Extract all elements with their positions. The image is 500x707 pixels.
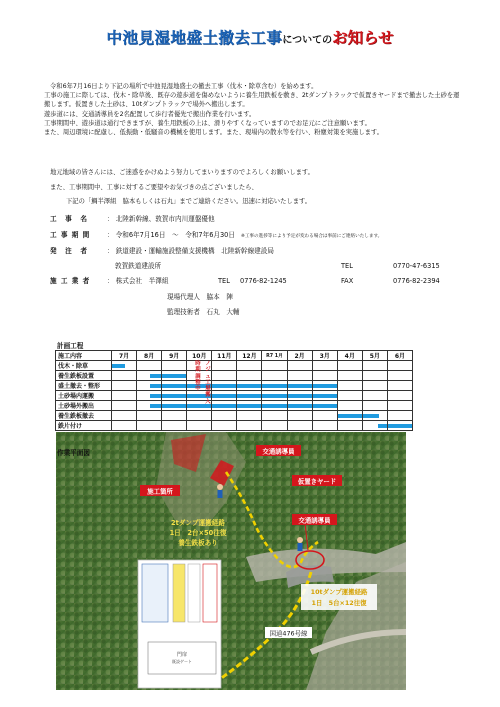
schedule-bar	[150, 394, 162, 399]
task-name: 土砂場内運搬	[56, 391, 112, 401]
schedule-cell	[262, 361, 287, 371]
schedule-cell	[387, 411, 412, 421]
banner-red	[203, 564, 217, 622]
schedule-cell	[212, 421, 237, 431]
schedule-cell	[312, 381, 337, 391]
schedule-cell	[387, 361, 412, 371]
schedule-row	[56, 361, 413, 371]
schedule-cell	[262, 391, 287, 401]
closing-line-1: 地元地域の皆さんには、ご迷惑をかけぬよう努力してまいりますのでよろしくお願いします。	[50, 169, 314, 176]
schedule-cell	[262, 411, 287, 421]
schedule-cell	[312, 361, 337, 371]
month-header: 8月	[137, 351, 162, 361]
schedule-cell	[387, 371, 412, 381]
contractor-fax: 0776-82-2394	[393, 277, 440, 285]
schedule-cell	[262, 381, 287, 391]
schedule-bar	[262, 394, 287, 399]
period-value: ： 令和6年7月16日 ～ 令和7年6月30日	[107, 231, 235, 239]
contractor-label: 施 工 業 者	[50, 277, 91, 285]
schedule-cell	[362, 401, 387, 411]
schedule-cell	[362, 361, 387, 371]
schedule-note-b: ノジュ工場搬入	[205, 361, 211, 405]
contractor-tel: 0776-82-1245	[240, 277, 287, 285]
schedule-cell	[312, 401, 337, 411]
schedule-cell	[287, 371, 312, 381]
name-label: 工 事 名	[50, 215, 88, 223]
schedule-cell	[162, 371, 187, 381]
schedule-cell	[162, 411, 187, 421]
schedule-row	[56, 401, 413, 411]
page-title	[0, 26, 500, 48]
task-name: 養生鉄板設置	[56, 371, 112, 381]
month-header: 4月	[337, 351, 362, 361]
schedule-cell	[137, 421, 162, 431]
schedule-bar	[388, 424, 413, 429]
guard-icon	[298, 543, 303, 551]
schedule-bar	[338, 414, 363, 419]
schedule-cell	[362, 421, 387, 431]
schedule-bar	[237, 394, 262, 399]
period-label: 工 事 期 間	[50, 231, 91, 239]
schedule-bar	[112, 364, 125, 369]
month-header: 3月	[312, 351, 337, 361]
schedule-cell	[337, 411, 362, 421]
schedule-bar	[150, 404, 162, 409]
schedule-bar	[313, 404, 338, 409]
month-header: 5月	[362, 351, 387, 361]
schedule-table	[55, 350, 413, 431]
schedule-bar	[313, 384, 338, 389]
schedule-cell	[237, 371, 262, 381]
orderer-value: ： 鉄道建設・運輸施設整備支援機構 北陸新幹線建設局	[107, 247, 274, 255]
work-site-label: 施工箇所	[147, 487, 173, 496]
schedule-cell	[212, 411, 237, 421]
schedule-cell	[387, 391, 412, 401]
schedule-cell	[362, 371, 387, 381]
orderer-label: 発 注 者	[50, 247, 88, 255]
schedule-bar	[162, 384, 187, 389]
schedule-cell	[337, 371, 362, 381]
schedule-note-a: 時期調整中	[195, 361, 201, 393]
schedule-cell	[287, 381, 312, 391]
banner-yellow	[173, 564, 185, 622]
schedule-cell	[212, 391, 237, 401]
title-main: 中池見湿地盛土撤去工事	[106, 29, 283, 47]
schedule-cell	[362, 381, 387, 391]
schedule-bar	[212, 384, 237, 389]
schedule-cell	[162, 421, 187, 431]
schedule-row	[56, 371, 413, 381]
schedule-cell	[137, 401, 162, 411]
schedule-bar	[313, 394, 338, 399]
schedule-bar	[288, 394, 313, 399]
closing-line-2: また、工事期間中、工事に対するご要望やお気づきの点ございましたら、	[50, 184, 258, 191]
month-header: R7 1月	[262, 351, 287, 361]
schedule-cell	[137, 411, 162, 421]
task-name: 伐木・除草	[56, 361, 112, 371]
schedule-cell	[237, 361, 262, 371]
task-name: 養生鉄板撤去	[56, 411, 112, 421]
schedule-cell	[287, 391, 312, 401]
schedule-cell	[112, 391, 137, 401]
office-tel: 0770-47-6315	[393, 262, 440, 270]
road-label: 国道476号線	[269, 629, 308, 638]
schedule-cell	[337, 381, 362, 391]
schedule-cell	[112, 401, 137, 411]
schedule-bar	[162, 404, 187, 409]
schedule-cell	[237, 421, 262, 431]
schedule-cell	[312, 421, 337, 431]
month-header: 10月	[187, 351, 212, 361]
month-header: 2月	[287, 351, 312, 361]
route-2t-note: 養生鉄板あり	[178, 539, 218, 547]
schedule-header-cell: 施工内容	[56, 351, 112, 361]
intro-line: 工事期間中、遊歩道は通行できますが、養生用鉄板の上は、滑りやすくなっていますのでお足元にご注意願います。	[44, 119, 371, 127]
schedule-cell	[212, 381, 237, 391]
schedule-cell	[262, 421, 287, 431]
schedule-cell	[262, 401, 287, 411]
schedule-cell	[187, 421, 212, 431]
schedule-row	[56, 381, 413, 391]
schedule-bar	[288, 384, 313, 389]
schedule-label: 計画工程	[57, 342, 84, 350]
schedule-cell	[237, 391, 262, 401]
schedule-cell	[112, 361, 137, 371]
schedule-cell	[362, 411, 387, 421]
guard-icon	[218, 490, 223, 498]
schedule-row	[56, 411, 413, 421]
banner-white	[188, 564, 200, 622]
schedule-bar	[378, 424, 387, 429]
schedule-bar	[288, 404, 313, 409]
schedule-cell	[337, 421, 362, 431]
schedule-cell	[287, 361, 312, 371]
schedule-cell	[137, 361, 162, 371]
intro-line: 遊歩道には、交通誘導員を2名配置して歩行者優先で搬出作業を行います。	[44, 110, 256, 118]
info-block	[50, 215, 460, 335]
traffic-guide-2: 交通誘導員	[298, 516, 331, 525]
schedule-cell	[162, 361, 187, 371]
work-plan-map	[56, 432, 406, 690]
schedule-row	[56, 391, 413, 401]
schedule-cell	[312, 371, 337, 381]
schedule-bar	[237, 404, 262, 409]
schedule-bar	[212, 394, 237, 399]
month-header: 6月	[387, 351, 412, 361]
traffic-guide-1: 交通誘導員	[262, 447, 295, 456]
schedule-bar	[162, 374, 187, 379]
schedule-bar	[212, 404, 237, 409]
title-tail: お知らせ	[332, 29, 394, 47]
schedule-cell	[137, 391, 162, 401]
task-name: 盛土撤去・整形	[56, 381, 112, 391]
month-header: 12月	[237, 351, 262, 361]
closing-line-3: 下記の「鯛半澤組 脇本もしくは石丸」までご連絡ください。迅速に対応いたします。	[66, 198, 312, 205]
schedule-cell	[137, 371, 162, 381]
contractor-value: ： 株式会社 半澤組	[107, 277, 169, 285]
route-2t-trips: 1日 2台×50往復	[169, 529, 227, 537]
schedule-bar	[363, 414, 379, 419]
month-header: 11月	[212, 351, 237, 361]
intro-line: 工事の施工に際しては、伐木・除草後、既存の遊歩道を傷めないように養生用鉄板を敷き、2tダンプトラックで仮置きヤードまで撤去した土砂を運搬します。仮置きした土砂は、10tダンプトラックで場外へ搬出します。	[44, 92, 460, 109]
office-value: 敦賀鉄道建設所	[115, 262, 162, 270]
site-agent: 現場代理人 脇本 陣	[167, 293, 233, 301]
period-note: ※工事の進捗等により予定が変わる場合は事前にご連絡いたします。	[240, 234, 383, 239]
route-10t-title: 10tダンプ運搬経路	[310, 588, 368, 596]
contractor-fax-label: FAX	[341, 277, 354, 285]
schedule-cell	[212, 361, 237, 371]
schedule-cell	[262, 371, 287, 381]
schedule-cell	[362, 391, 387, 401]
schedule-cell	[387, 421, 412, 431]
notice-board	[142, 564, 168, 622]
schedule-cell	[337, 401, 362, 411]
temp-yard-label: 仮置きヤード	[297, 477, 337, 486]
schedule-cell	[112, 381, 137, 391]
intro-line: 令和6年7月16日より下記の場所で中池見湿地盛土の撤去工事（伐木・除草含む）を始めます。	[50, 83, 318, 90]
schedule-cell	[287, 401, 312, 411]
contractor-tel-label: TEL	[218, 277, 230, 285]
schedule-cell	[312, 391, 337, 401]
office-tel-label: TEL	[341, 262, 353, 270]
title-mid: についての	[282, 35, 333, 46]
month-header: 9月	[162, 351, 187, 361]
schedule-bar	[262, 404, 287, 409]
schedule-cell	[112, 371, 137, 381]
schedule-cell	[162, 401, 187, 411]
schedule-cell	[212, 401, 237, 411]
schedule-cell	[212, 371, 237, 381]
map-label: 作業平面図	[57, 449, 90, 457]
gate-label: 門扉	[176, 652, 188, 658]
schedule-cell	[287, 411, 312, 421]
schedule-bar	[262, 384, 287, 389]
schedule-cell	[337, 361, 362, 371]
guard-icon	[297, 537, 303, 543]
schedule-row	[56, 421, 413, 431]
task-name: 鉄片付け	[56, 421, 112, 431]
route-10t-trips: 1日 5台×12往復	[311, 599, 367, 607]
schedule-cell	[237, 381, 262, 391]
schedule-cell	[137, 381, 162, 391]
schedule-cell	[187, 411, 212, 421]
chief-engineer: 監理技術者 石丸 大輔	[167, 308, 240, 316]
schedule-bar	[162, 394, 187, 399]
schedule-cell	[112, 411, 137, 421]
schedule-cell	[237, 411, 262, 421]
schedule-cell	[287, 421, 312, 431]
schedule-cell	[162, 381, 187, 391]
schedule-cell	[112, 421, 137, 431]
task-name: 土砂場外搬出	[56, 401, 112, 411]
intro-paragraph	[44, 82, 464, 137]
schedule-header-row	[56, 351, 413, 361]
schedule-bar	[150, 374, 162, 379]
schedule-cell	[312, 411, 337, 421]
name-value: ： 北陸新幹線、敦賀市内川運盤優他	[107, 215, 215, 223]
schedule-cell	[237, 401, 262, 411]
schedule-cell	[162, 391, 187, 401]
schedule-bar	[150, 384, 162, 389]
gate-sub-label: 既設ゲート	[172, 659, 192, 664]
schedule-bar	[237, 384, 262, 389]
schedule-cell	[387, 381, 412, 391]
schedule-cell	[337, 391, 362, 401]
month-header: 7月	[112, 351, 137, 361]
guard-icon	[217, 484, 223, 490]
intro-line: また、周辺環境に配慮し、低振動・低騒音の機械を使用します。また、現場内の散水等を行い、粉塵対策を実施します。	[44, 129, 384, 137]
schedule-cell	[387, 401, 412, 411]
route-2t-title: 2tダンプ運搬経路	[171, 519, 225, 527]
